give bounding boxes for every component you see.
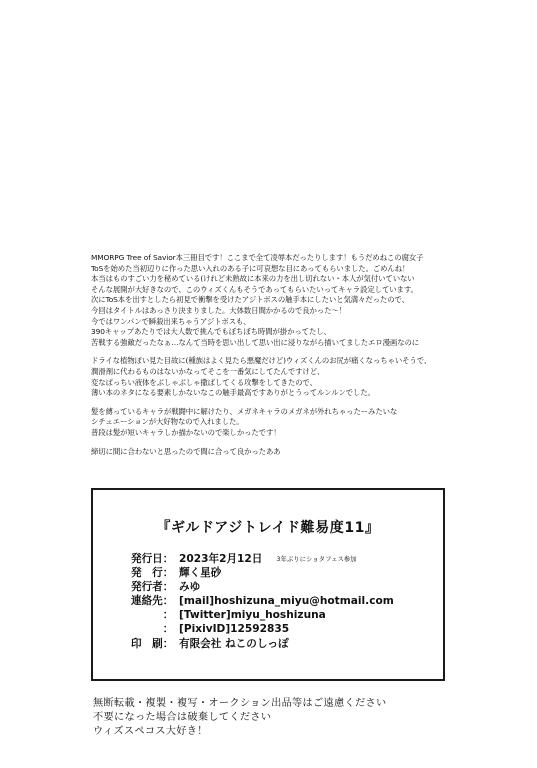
colophon-row-printer xyxy=(131,637,394,651)
colophon-rows xyxy=(131,552,394,651)
notice-line: 不要になった場合は破棄してください xyxy=(93,712,272,724)
afterword-paragraph xyxy=(91,253,511,348)
notice-line: 無断転載・複製・複写・オークション出品等はご遠慮ください xyxy=(93,698,387,709)
contact-pixiv: [PixivID]12592835 xyxy=(179,623,290,636)
colophon-label: 発行日： xyxy=(131,553,174,565)
colophon-box xyxy=(91,488,445,681)
afterword-line: 苦戦する強敵だったなぁ…なんて当時を思い出して思い出に浸りながら描いてましたエロ漫画なのに xyxy=(91,337,420,347)
afterword-line: 薄い本のネタになる要素しかないなこの触手最高ですありがとうってルンルンでした。 xyxy=(91,388,375,398)
afterword-line: MMORPG Tree of Savior本三冊目です！ここまで全て凌辱本だったりします！もうだめねこの腐女子 xyxy=(91,253,424,262)
contact-mail: [mail]hoshizuna_miyu@hotmail.com xyxy=(179,595,394,608)
afterword-line: 潤滑剤に代わるものはないかなってそこを一番気にしてたんですけど、 xyxy=(91,366,325,376)
colophon-row-circle xyxy=(131,566,394,580)
afterword-paragraph xyxy=(91,356,511,398)
circle-name: 輝く星砂 xyxy=(179,567,222,580)
afterword xyxy=(91,253,511,465)
afterword-line: 変なぱっちい液体をぶしゃぶしゃ撒ばしてくる攻撃をしてきたので、 xyxy=(91,377,317,387)
colophon-label: 発行者： xyxy=(131,581,174,594)
afterword-line: そんな展開が大好きなので、このウィズくんもそうであってもらいたいってキャラ設定しています。 xyxy=(91,284,418,294)
colophon-row-contact-pixiv xyxy=(131,622,394,636)
afterword-paragraph xyxy=(91,447,511,458)
afterword-paragraph xyxy=(91,407,511,439)
afterword-line: 締切に間に合わないと思ったので間に合って良かったああ xyxy=(91,446,281,456)
afterword-line: ドライな植物ぽい見た目故に(種族はよく見たら悪魔だけど)ウィズくんのお尻が痛くなっちゃいそうで、 xyxy=(91,356,432,366)
afterword-line: 今回はタイトルはあっさり決まりました。大体数日間かかるので良かった〜！ xyxy=(91,305,346,315)
contact-twitter: [Twitter]miyu_hoshizuna xyxy=(179,609,326,622)
afterword-line: 390キャップあたりでは大人数で挑んでもぼちぼち時間が掛かってたし、 xyxy=(91,327,331,337)
afterword-line: 次にToS本を出すとしたら初見で衝撃を受けたアジトボスの触手本にしたいと気満々だったので、 xyxy=(91,295,409,305)
afterword-line: シチュエーションが大好物なので入れました。 xyxy=(91,417,244,427)
notice-line: ウィズスペコス大好き！ xyxy=(93,726,208,738)
colophon-row-contact-twitter xyxy=(131,608,394,622)
afterword-line: 普段は髪が短いキャラしか描かないので楽しかったです！ xyxy=(91,427,281,437)
afterword-line: ToSを始めた当初辺りに作った思い入れのある子に可哀想な目にあってもらいました。ごめんね！ xyxy=(91,263,410,273)
colophon-label: ： xyxy=(131,623,174,636)
publish-date: 2023年2月12日 xyxy=(179,553,263,565)
colophon-row-date xyxy=(131,552,394,566)
afterword-line: 髪を縛っているキャラが戦闘中に解けたり、メガネキャラのメガネが外れちゃったーみたいな xyxy=(91,406,398,416)
afterword-line: 本当はものすごい力を秘めている(けれど未熟故に本来の力を出し切れない・本人が気付いていない xyxy=(91,274,415,284)
author-name: みゆ xyxy=(179,581,201,594)
colophon-row-author xyxy=(131,580,394,594)
colophon-label: 印 刷： xyxy=(131,637,174,650)
colophon-label: 連絡先： xyxy=(131,595,174,608)
colophon-row-contact-mail xyxy=(131,594,394,608)
colophon-label: ： xyxy=(131,609,174,622)
colophon-label: 発 行： xyxy=(131,567,174,580)
copyright-notice xyxy=(93,697,386,739)
afterword-line: 今ではワンパンで瞬殺出来ちゃうアジトボスも、 xyxy=(91,316,251,326)
book-title: 『ギルドアジトレイド難易度11』 xyxy=(156,520,380,536)
printer-name: 有限会社 ねこのしっぽ xyxy=(179,637,289,650)
event-note: 3年ぶりにショタフェス参加 xyxy=(276,555,357,563)
